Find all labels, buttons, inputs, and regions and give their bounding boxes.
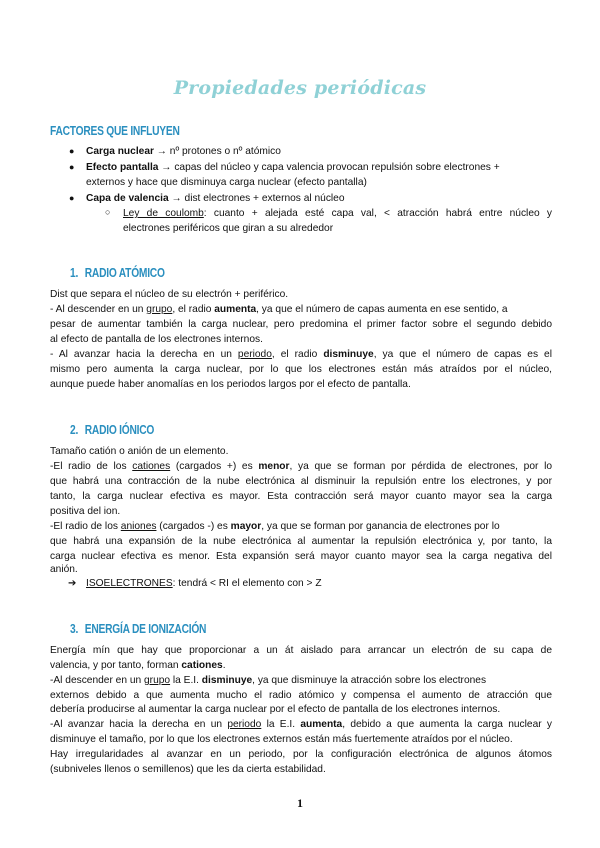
bullet-carga-nuclear: Carga nuclear → nº protones o nº atómico [86,146,281,157]
paragraph-line: mismo pero aumenta la carga nuclear, por lo que los electrones están más atraídos por el núcleo, [50,364,552,375]
paragraph-line: anión. [50,564,78,575]
heading-energia-ionizacion: 3. ENERGÍA DE IONIZACIÓN [70,622,207,636]
bullet-dot: ● [69,162,75,172]
isoelectrones-line: ISOELECTRONES: tendrá < RI el elemento con > Z [86,578,322,589]
paragraph-line: -El radio de los aniones (cargados -) es mayor, ya que se forman por ganancia de electrones por lo [50,521,500,532]
paragraph-line: disminuye el tamaño, por lo que los electrones externos están más fuertemente atraídos por el núcleo. [50,734,513,745]
bullet-capa-valencia: Capa de valencia → dist electrones + externos al núcleo [86,193,345,204]
paragraph-line: (subniveles llenos o semillenos) que les da cierta estabilidad. [50,764,326,775]
bullet-dot: ● [69,193,75,203]
sub-bullet-coulomb: Ley de coulomb: cuanto + alejada esté capa val, < atracción habrá entre núcleo y [123,208,553,219]
paragraph-line: -Al avanzar hacia la derecha en un periodo la E.I. aumenta, debido a que aumenta la carga nuclear y [50,719,552,730]
page-title: Propiedades periódicas [173,77,427,99]
paragraph-line: Hay irregularidades al avanzar en un periodo, por la configuración electrónica de algunos átomos [50,749,552,760]
paragraph-line: externos debido a que aumenta mucho el radio atómico y compensa el aumento de atracción que [50,690,552,701]
bullet-efecto-pantalla-cont: externos y hace que disminuya carga nuclear (efecto pantalla) [86,177,367,188]
paragraph-line: Energía mín que hay que proporcionar a un át aislado para arrancar un electrón de su capa de [50,645,552,656]
sub-bullet-coulomb-cont: electrones periféricos que giran a su alrededor [123,223,334,234]
bullet-dot: ● [69,146,75,156]
paragraph-line: Dist que separa el núcleo de su electrón + periférico. [50,289,289,300]
paragraph-line: -Al descender en un grupo la E.I. disminuye, ya que disminuye la atracción sobre los electrones [50,675,487,686]
paragraph-line: que habrá una expansión de la nube electrónica al aumentar la repulsión electrónica y, por tanto, la [50,536,552,547]
paragraph-line: carga nuclear efectiva es menor. Esta expansión será mayor cuanto mayor sea la carga negativa del [50,551,552,562]
paragraph-line: -El radio de los cationes (cargados +) es menor, ya que se forman por pérdida de electrones, por lo [50,461,552,472]
sub-bullet-circle: ○ [105,207,111,217]
paragraph-line: - Al avanzar hacia la derecha en un periodo, el radio disminuye, ya que el número de capas es el [50,349,552,360]
page-number: 1 [297,796,303,810]
paragraph-line: - Al descender en un grupo, el radio aumenta, ya que el número de capas aumenta en ese sentido, a [50,304,508,315]
paragraph-line: positiva del ion. [50,506,121,517]
paragraph-line: Tamaño catión o anión de un elemento. [50,446,229,457]
paragraph-line: tanto, la carga nuclear efectiva es mayor. Esta contracción será mayor cuanto mayor sea la carga [50,491,552,502]
paragraph-line: que habrá una contracción de la nube electrónica al disminuir la repulsión entre los electrones, y por [50,476,552,487]
heading-radio-ionico: 2. RADIO IÓNICO [70,423,155,437]
arrow-bullet-icon: ➔ [68,578,77,589]
heading-factores: FACTORES QUE INFLUYEN [50,124,180,138]
paragraph-line: valencia, y por tanto, forman cationes. [50,660,226,671]
paragraph-line: debería producirse al aumentar la carga nuclear por el efecto de pantalla de los electrones internos. [50,704,501,715]
heading-radio-atomico: 1. RADIO ATÓMICO [70,266,165,280]
paragraph-line: pesar de aumentar también la carga nuclear, pero predomina el primer factor sobre el segundo debido [50,319,552,330]
bullet-efecto-pantalla: Efecto pantalla → capas del núcleo y capa valencia provocan repulsión sobre electrones + [86,162,500,173]
paragraph-line: aunque puede haber anomalías en los periodos largos por el efecto de pantalla. [50,379,411,390]
paragraph-line: al efecto de pantalla de los electrones internos. [50,334,263,345]
